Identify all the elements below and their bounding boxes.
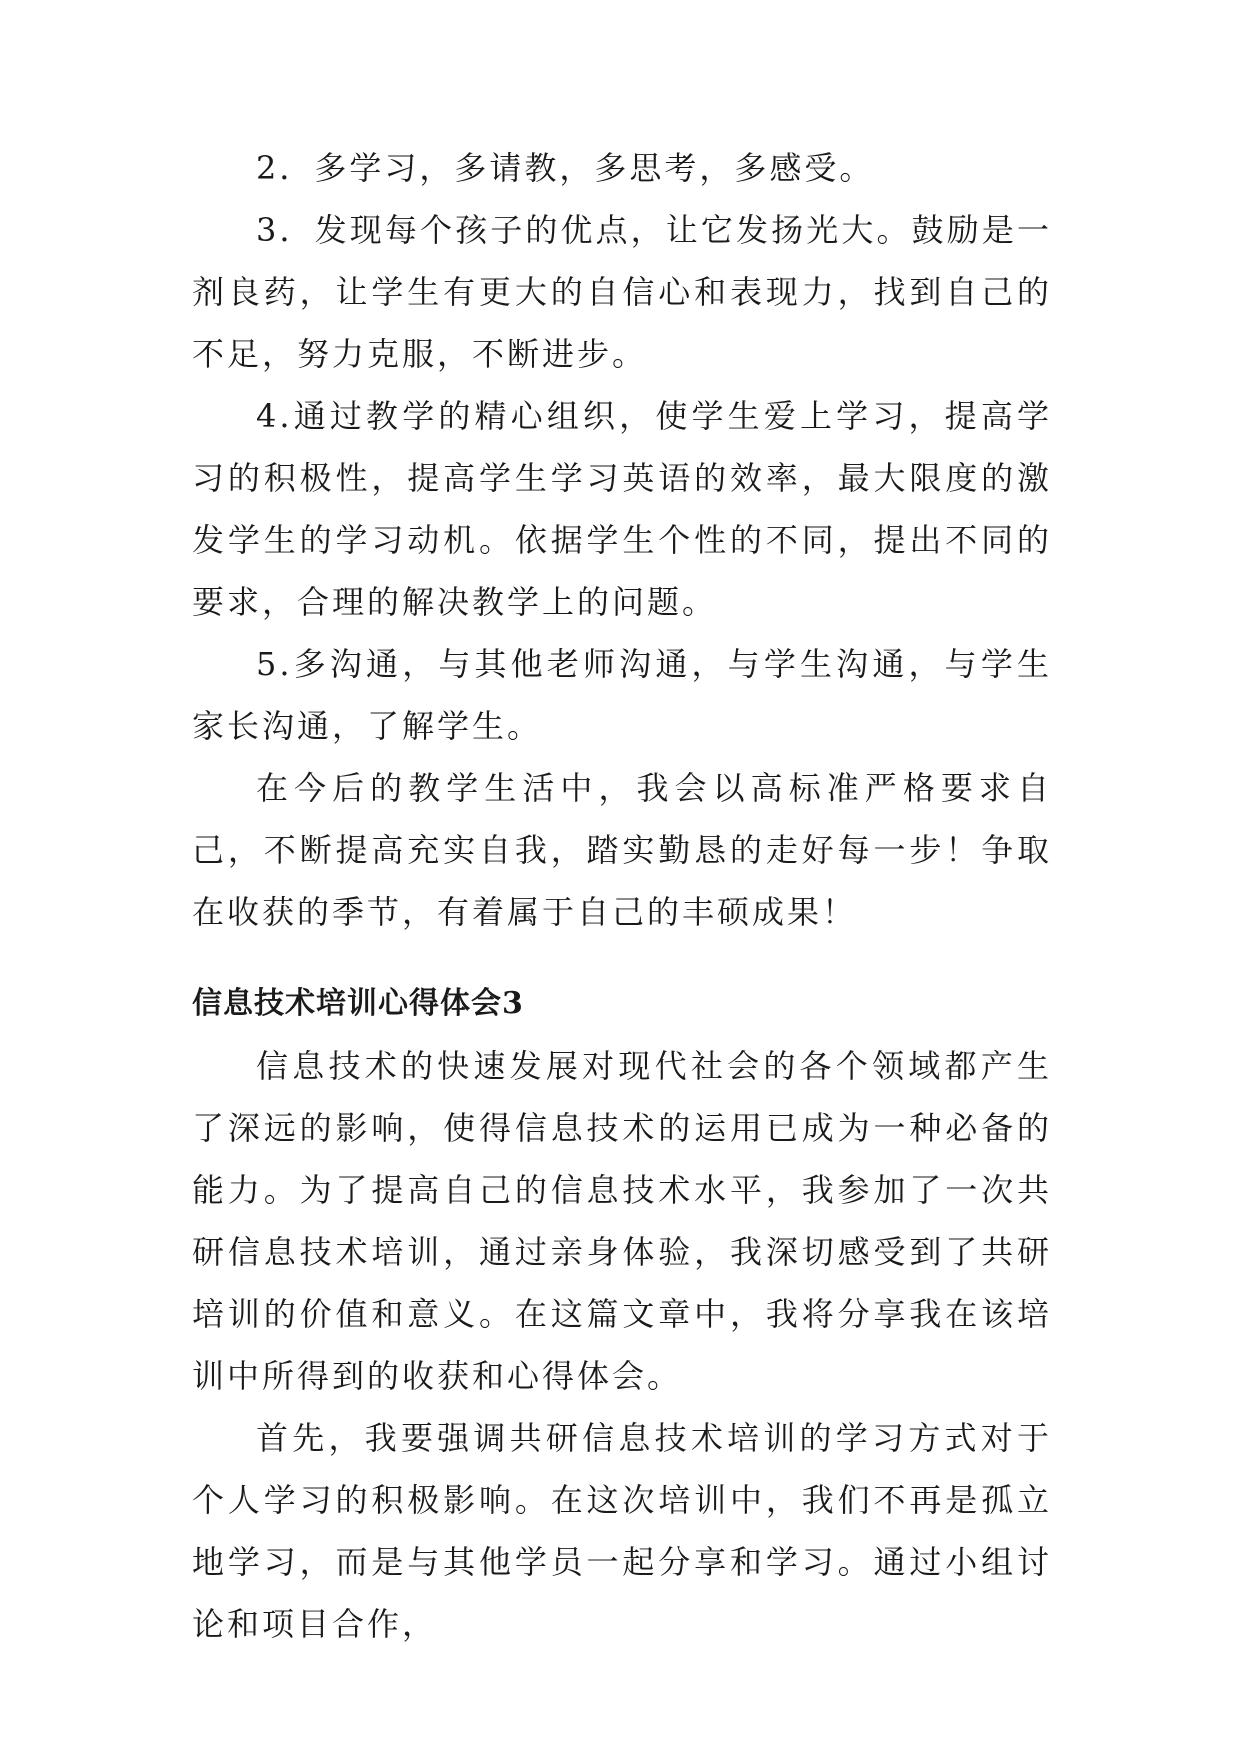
paragraph-item-5: 5.多沟通，与其他老师沟通，与学生沟通，与学生家长沟通，了解学生。 <box>192 645 1052 745</box>
paragraph-intro: 信息技术的快速发展对现代社会的各个领域都产生了深远的影响，使得信息技术的运用已成为一种必备的能力。为了提高自己的信息技术水平，我参加了一次共研信息技术培训，通过亲身体验，我深切感受到了共研培训的价值和意义。在这篇文章中，我将分享我在该培训中所得到的收获和心得体会。 <box>192 1047 1052 1395</box>
paragraph-conclusion: 在今后的教学生活中，我会以高标准严格要求自己，不断提高充实自我，踏实勤恳的走好每一步！争取在收获的季节，有着属于自己的丰硕成果！ <box>192 769 1052 931</box>
paragraph-item-4: 4.通过教学的精心组织，使学生爱上学习，提高学习的积极性，提高学生学习英语的效率，最大限度的激发学生的学习动机。依据学生个性的不同，提出不同的要求，合理的解决教学上的问题。 <box>192 397 1052 621</box>
paragraph-item-2: 2．多学习，多请教，多思考，多感受。 <box>256 149 875 187</box>
paragraph-first-point: 首先，我要强调共研信息技术培训的学习方式对于个人学习的积极影响。在这次培训中，我们不再是孤立地学习，而是与其他学员一起分享和学习。通过小组讨论和项目合作， <box>192 1419 1052 1643</box>
paragraph-item-3: 3．发现每个孩子的优点，让它发扬光大。鼓励是一剂良药，让学生有更大的自信心和表现力，找到自己的不足，努力克服，不断进步。 <box>192 211 1052 373</box>
section-heading: 信息技术培训心得体会3 <box>192 986 524 1021</box>
